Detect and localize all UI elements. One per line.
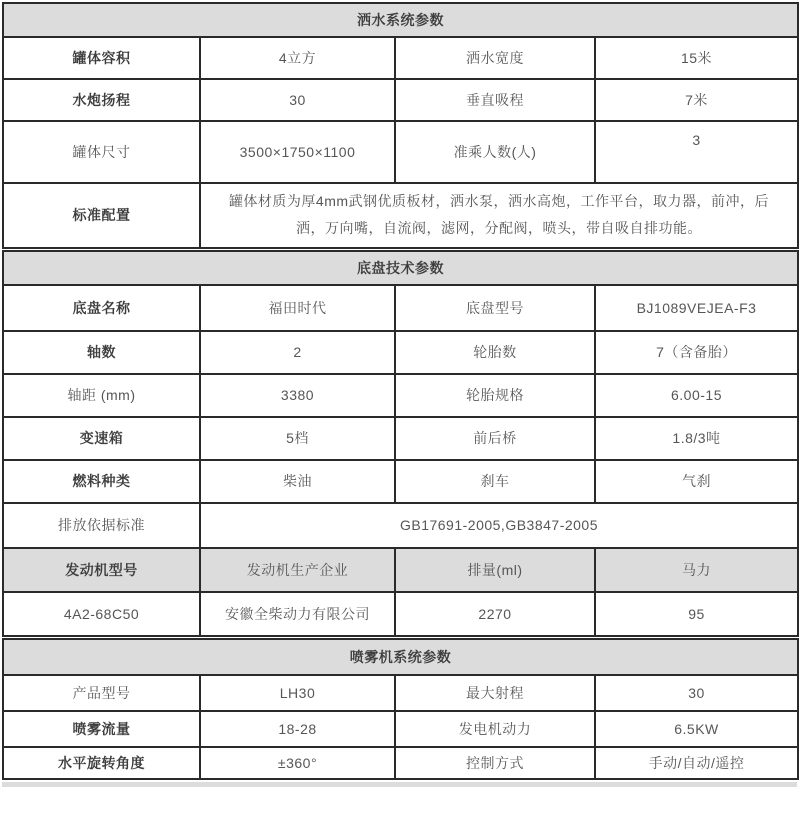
axle-count-value: 2	[200, 331, 395, 374]
vertical-suction-label: 垂直吸程	[395, 79, 595, 121]
section-title-sprinkler: 洒水系统参数	[3, 3, 798, 37]
section-title-sprayer: 喷雾机系统参数	[3, 639, 798, 675]
chassis-name-value: 福田时代	[200, 285, 395, 331]
spec-row	[3, 503, 798, 548]
sprinkler-params-table	[2, 2, 799, 249]
brake-label: 刹车	[395, 460, 595, 503]
spec-sheet	[2, 2, 797, 787]
engine-model-header: 发动机型号	[3, 548, 200, 592]
chassis-model-value: BJ1089VEJEA-F3	[595, 285, 798, 331]
fuel-type-label: 燃料种类	[3, 460, 200, 503]
chassis-name-label: 底盘名称	[3, 285, 200, 331]
water-cannon-range-label: 水炮扬程	[3, 79, 200, 121]
spec-row	[3, 79, 798, 121]
generator-power-value: 6.5KW	[595, 711, 798, 747]
tank-size-label: 罐体尺寸	[3, 121, 200, 183]
spray-flow-value: 18-28	[200, 711, 395, 747]
tank-volume-value: 4立方	[200, 37, 395, 79]
tire-count-value: 7（含备胎）	[595, 331, 798, 374]
axles-label: 前后桥	[395, 417, 595, 460]
sprinkle-width-label: 洒水宽度	[395, 37, 595, 79]
passenger-count-label: 准乘人数(人)	[395, 121, 595, 183]
section-header-row	[3, 3, 798, 37]
emission-standard-value: GB17691-2005,GB3847-2005	[200, 503, 798, 548]
control-mode-label: 控制方式	[395, 747, 595, 779]
spec-row	[3, 675, 798, 711]
chassis-model-label: 底盘型号	[395, 285, 595, 331]
displacement-value: 2270	[395, 592, 595, 636]
passenger-count-value: 3	[595, 121, 798, 183]
tank-volume-label: 罐体容积	[3, 37, 200, 79]
spray-flow-label: 喷雾流量	[3, 711, 200, 747]
engine-maker-header: 发动机生产企业	[200, 548, 395, 592]
axle-count-label: 轴数	[3, 331, 200, 374]
wheelbase-value: 3380	[200, 374, 395, 417]
spec-row	[3, 183, 798, 248]
spec-row	[3, 417, 798, 460]
tire-spec-label: 轮胎规格	[395, 374, 595, 417]
fuel-type-value: 柴油	[200, 460, 395, 503]
horsepower-header: 马力	[595, 548, 798, 592]
spec-row	[3, 747, 798, 779]
max-range-value: 30	[595, 675, 798, 711]
spec-row	[3, 121, 798, 183]
tire-count-label: 轮胎数	[395, 331, 595, 374]
product-model-label: 产品型号	[3, 675, 200, 711]
max-range-label: 最大射程	[395, 675, 595, 711]
spec-row	[3, 460, 798, 503]
tank-size-value: 3500×1750×1100	[200, 121, 395, 183]
chassis-params-table	[2, 250, 799, 637]
standard-config-value: 罐体材质为厚4mm武钢优质板材，洒水泵，洒水高炮，工作平台，取力器，前冲，后洒，万向嘴，自流阀，滤网，分配阀，喷头，带自吸自排功能。	[200, 183, 798, 248]
sprinkle-width-value: 15米	[595, 37, 798, 79]
displacement-header: 排量(ml)	[395, 548, 595, 592]
section-header-row	[3, 639, 798, 675]
engine-header-row	[3, 548, 798, 592]
spec-row	[3, 285, 798, 331]
spec-row	[3, 711, 798, 747]
standard-config-label: 标准配置	[3, 183, 200, 248]
axles-value: 1.8/3吨	[595, 417, 798, 460]
water-cannon-range-value: 30	[200, 79, 395, 121]
brake-value: 气刹	[595, 460, 798, 503]
rotation-angle-value: ±360°	[200, 747, 395, 779]
spec-row	[3, 374, 798, 417]
section-title-chassis: 底盘技术参数	[3, 251, 798, 285]
sprayer-params-table	[2, 638, 799, 780]
gearbox-label: 变速箱	[3, 417, 200, 460]
tire-spec-value: 6.00-15	[595, 374, 798, 417]
generator-power-label: 发电机动力	[395, 711, 595, 747]
rotation-angle-label: 水平旋转角度	[3, 747, 200, 779]
section-header-row	[3, 251, 798, 285]
product-model-value: LH30	[200, 675, 395, 711]
engine-maker-value: 安徽全柴动力有限公司	[200, 592, 395, 636]
control-mode-value: 手动/自动/遥控	[595, 747, 798, 779]
emission-standard-label: 排放依据标准	[3, 503, 200, 548]
engine-values-row	[3, 592, 798, 636]
wheelbase-label: 轴距 (mm)	[3, 374, 200, 417]
gearbox-value: 5档	[200, 417, 395, 460]
vertical-suction-value: 7米	[595, 79, 798, 121]
spec-row	[3, 37, 798, 79]
spec-row	[3, 331, 798, 374]
horsepower-value: 95	[595, 592, 798, 636]
next-section-header-cutoff	[2, 782, 797, 787]
engine-model-value: 4A2-68C50	[3, 592, 200, 636]
